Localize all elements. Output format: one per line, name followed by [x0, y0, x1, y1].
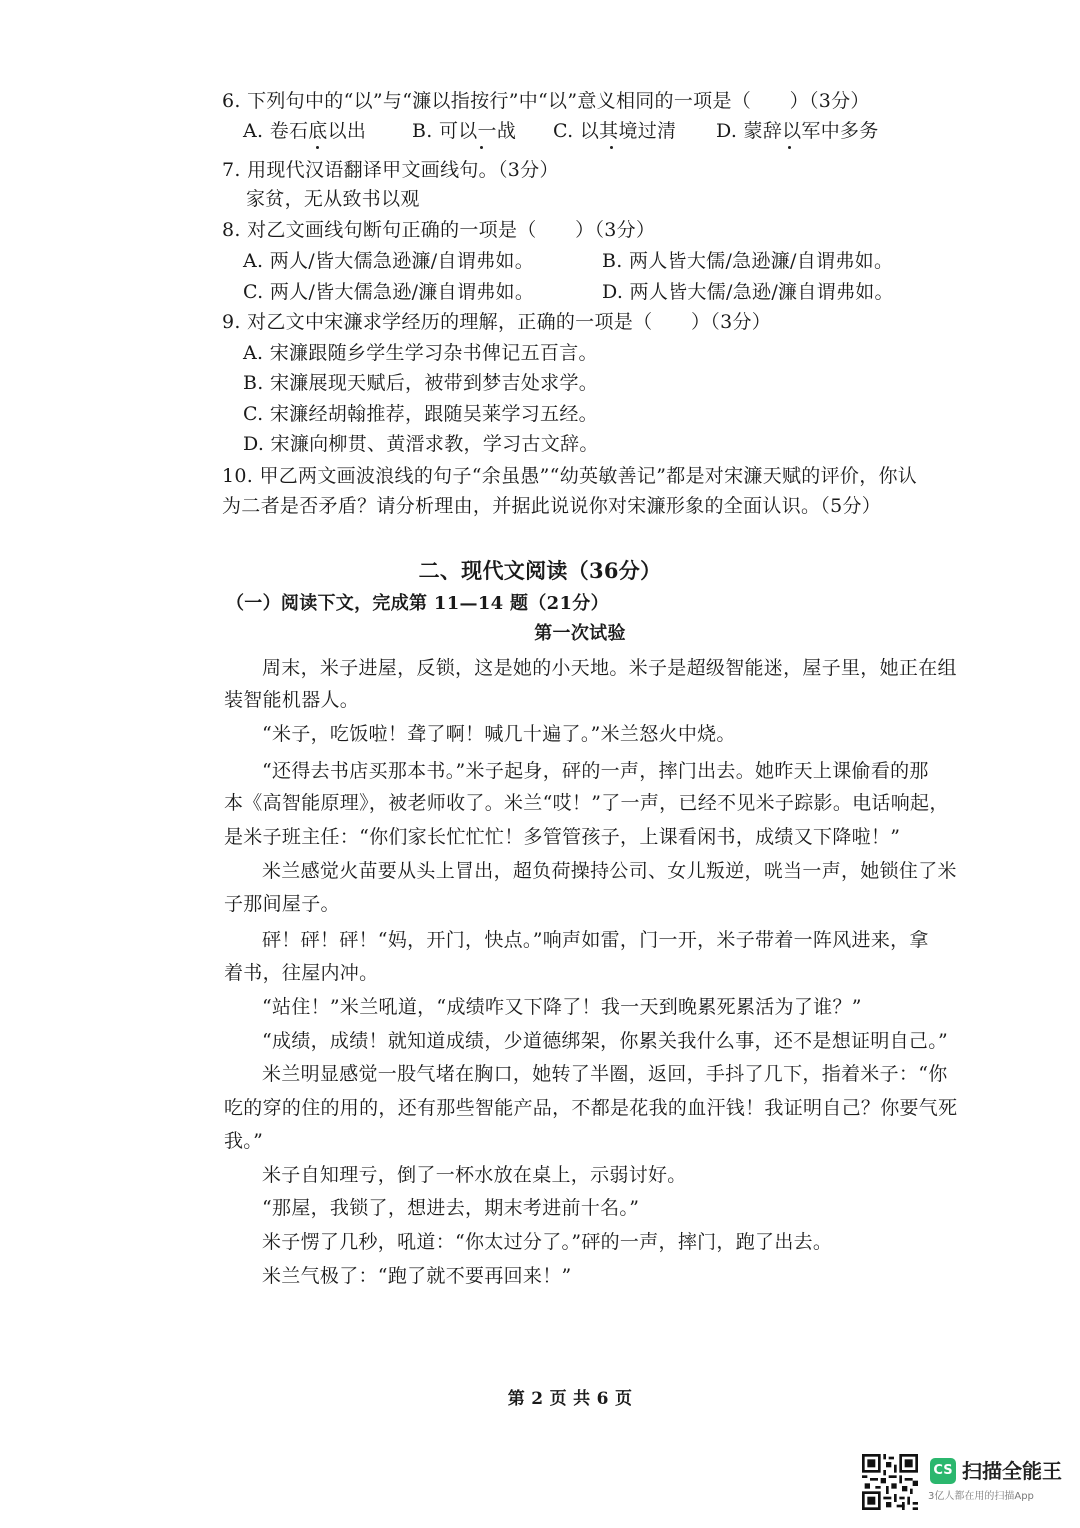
emphasis-dot: [316, 146, 319, 149]
question-7-stem: 7. 用现代汉语翻译甲文画线句。（3分）: [222, 159, 559, 181]
question-8-options-row1: [0, 249, 1080, 273]
option-b: B. 可以一战: [412, 120, 517, 142]
story-title: 第一次试验: [534, 623, 626, 644]
scanner-tagline: 3亿人都在用的扫描App: [928, 1491, 1034, 1502]
option-a: A. 两人/皆大儒急逊濂/自谓弗如。: [243, 250, 535, 272]
option-a: A. 宋濂跟随乡学生学习杂书俾记五百言。: [243, 342, 598, 364]
story-line: 米兰感觉火苗要从头上冒出，超负荷操持公司、女儿叛逆，咣当一声，她锁住了米: [262, 860, 957, 882]
story-line: 装智能机器人。: [224, 689, 360, 711]
option-c: C. 宋濂经胡翰推荐，跟随吴莱学习五经。: [243, 403, 598, 425]
story-line: 我。”: [224, 1130, 264, 1152]
story-line: 米子自知理亏，倒了一杯水放在桌上，示弱讨好。: [262, 1164, 687, 1186]
qr-code-icon: [862, 1454, 918, 1510]
emphasis-dot: [788, 146, 791, 149]
option-d: D. 蒙辞以军中多务: [716, 120, 879, 142]
option-b: B. 两人皆大儒/急逊濂/自谓弗如。: [602, 250, 894, 272]
question-7-sentence: 家贫，无从致书以观: [246, 188, 420, 210]
section-title: 二、现代文阅读（36分）: [418, 558, 662, 583]
question-10-line2: 为二者是否矛盾？请分析理由，并据此说说你对宋濂形象的全面认识。（5分）: [222, 495, 882, 517]
story-line: 着书，往屋内冲。: [224, 962, 379, 984]
option-d: D. 宋濂向柳贯、黄溍求教，学习古文辞。: [243, 433, 599, 455]
option-d: D. 两人皆大儒/急逊/濂自谓弗如。: [602, 281, 894, 303]
story-line: “站住！”米兰吼道，“成绩咋又下降了！我一天到晚累死累活为了谁？”: [262, 996, 862, 1018]
question-10-line1: 10. 甲乙两文画波浪线的句子“余虽愚”“幼英敏善记”都是对宋濂天赋的评价，你认: [222, 465, 918, 487]
story-line: 吃的穿的住的用的，还有那些智能产品，不都是花我的血汗钱！我证明自己？你要气死: [224, 1097, 958, 1119]
option-b: B. 宋濂展现天赋后，被带到梦吉处求学。: [243, 372, 599, 394]
story-line: 是米子班主任：“你们家长忙忙忙！多管管孩子，上课看闲书，成绩又下降啦！”: [224, 826, 901, 848]
story-line: “那屋，我锁了，想进去，期末考进前十名。”: [262, 1197, 640, 1219]
question-8-stem: 8. 对乙文画线句断句正确的一项是（ ）（3分）: [222, 219, 656, 241]
story-line: 米子愣了几秒，吼道：“你太过分了。”砰的一声，摔门，跑了出去。: [262, 1231, 833, 1253]
story-line: 砰！砰！砰！“妈，开门，快点。”响声如雷，门一开，米子带着一阵风进来，拿: [262, 929, 929, 951]
story-line: “成绩，成绩！就知道成绩，少道德绑架，你累关我什么事，还不是想证明自己。”: [262, 1030, 949, 1052]
scanner-brand: 扫描全能王: [962, 1459, 1062, 1483]
question-6-options: [0, 119, 1080, 143]
page-number: 第 2 页 共 6 页: [507, 1389, 633, 1409]
question-8-options-row2: [0, 280, 1080, 304]
story-line: 本《高智能原理》，被老师收了。米兰“哎！”了一声，已经不见米子踪影。电话响起，: [224, 792, 949, 814]
option-c: C. 两人/皆大儒急逊/濂自谓弗如。: [243, 281, 535, 303]
question-6-stem: 6. 下列句中的“以”与“濂以指按行”中“以”意义相同的一项是（ ）（3分）: [222, 90, 870, 112]
story-line: “米子，吃饭啦！聋了啊！喊几十遍了。”米兰怒火中烧。: [262, 723, 736, 745]
emphasis-dot: [610, 146, 613, 149]
option-a: A. 卷石底以出: [243, 120, 367, 142]
story-line: 子那间屋子。: [224, 893, 340, 915]
story-line: 周末，米子进屋，反锁，这是她的小天地。米子是超级智能迷，屋子里，她正在组: [262, 657, 957, 679]
emphasis-dot: [480, 146, 483, 149]
story-line: 米兰明显感觉一股气堵在胸口，她转了半圈，返回，手抖了几下，指着米子：“你: [262, 1063, 948, 1085]
scanner-logo-icon: CS: [930, 1458, 956, 1484]
option-c: C. 以其境过清: [553, 120, 677, 142]
story-line: “还得去书店买那本书。”米子起身，砰的一声，摔门出去。她昨天上课偷看的那: [262, 760, 929, 782]
section-subtitle: （一）阅读下文，完成第 11—14 题（21分）: [226, 593, 609, 614]
question-9-stem: 9. 对乙文中宋濂求学经历的理解，正确的一项是（ ）（3分）: [222, 311, 772, 333]
story-line: 米兰气极了：“跑了就不要再回来！”: [262, 1265, 572, 1287]
